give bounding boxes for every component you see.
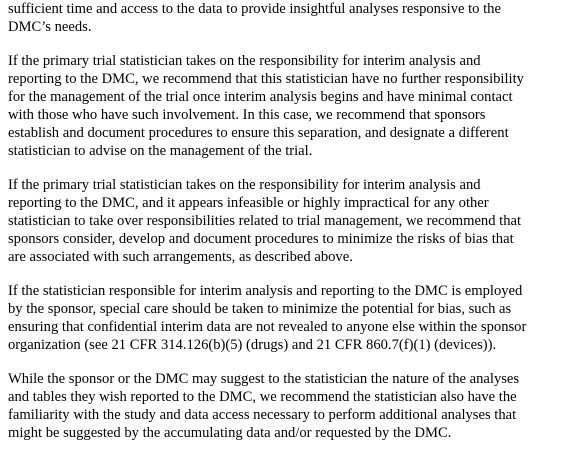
- text-line: establish and document procedures to ensure this separation, and designate a different: [8, 125, 509, 141]
- text-line: reporting to the DMC, and it appears infeasible or highly impractical for any other: [8, 195, 489, 211]
- paragraph-2: [8, 52, 576, 160]
- text-line: sponsors consider, develop and document procedures to minimize the risks of bias that: [8, 231, 514, 247]
- text-line: If the statistician responsible for interim analysis and reporting to the DMC is employed: [8, 283, 523, 299]
- text-line: by the sponsor, special care should be taken to minimize the potential for bias, such as: [8, 301, 512, 317]
- text-line: statistician to take over responsibilities related to trial management, we recommend that: [8, 213, 522, 229]
- document-page: [8, 0, 576, 458]
- text-line: If the primary trial statistician takes on the responsibility for interim analysis and: [8, 177, 481, 193]
- text-line: reporting to the DMC, we recommend that this statistician have no further responsibility: [8, 71, 524, 87]
- text-line: sufficient time and access to the data to provide insightful analyses responsive to the: [8, 1, 501, 17]
- text-line: DMC’s needs.: [8, 19, 92, 35]
- text-line: ensuring that confidential interim data are not revealed to anyone else within the sponsor: [8, 319, 527, 335]
- paragraph-3: [8, 176, 576, 266]
- text-line: with those who have such involvement. In this case, we recommend that sponsors: [8, 107, 486, 123]
- text-line: If the primary trial statistician takes on the responsibility for interim analysis and: [8, 53, 481, 69]
- text-line: familiarity with the study and data access necessary to perform additional analyses that: [8, 407, 517, 423]
- text-line: While the sponsor or the DMC may suggest to the statistician the nature of the analyses: [8, 371, 520, 387]
- text-line: are associated with such arrangements, as described above.: [8, 249, 353, 265]
- paragraph-4: [8, 282, 576, 354]
- text-line: might be suggested by the accumulating data and/or requested by the DMC.: [8, 425, 452, 441]
- text-line: for the management of the trial once interim analysis begins and have minimal contact: [8, 89, 513, 105]
- text-line: and tables they wish reported to the DMC, we recommend the statistician also have the: [8, 389, 517, 405]
- text-line: statistician to advise on the management of the trial.: [8, 143, 313, 159]
- text-line: organization (see 21 CFR 314.126(b)(5) (drugs) and 21 CFR 860.7(f)(1) (devices)).: [8, 337, 497, 353]
- paragraph-1: [8, 0, 576, 36]
- paragraph-5: [8, 370, 576, 442]
